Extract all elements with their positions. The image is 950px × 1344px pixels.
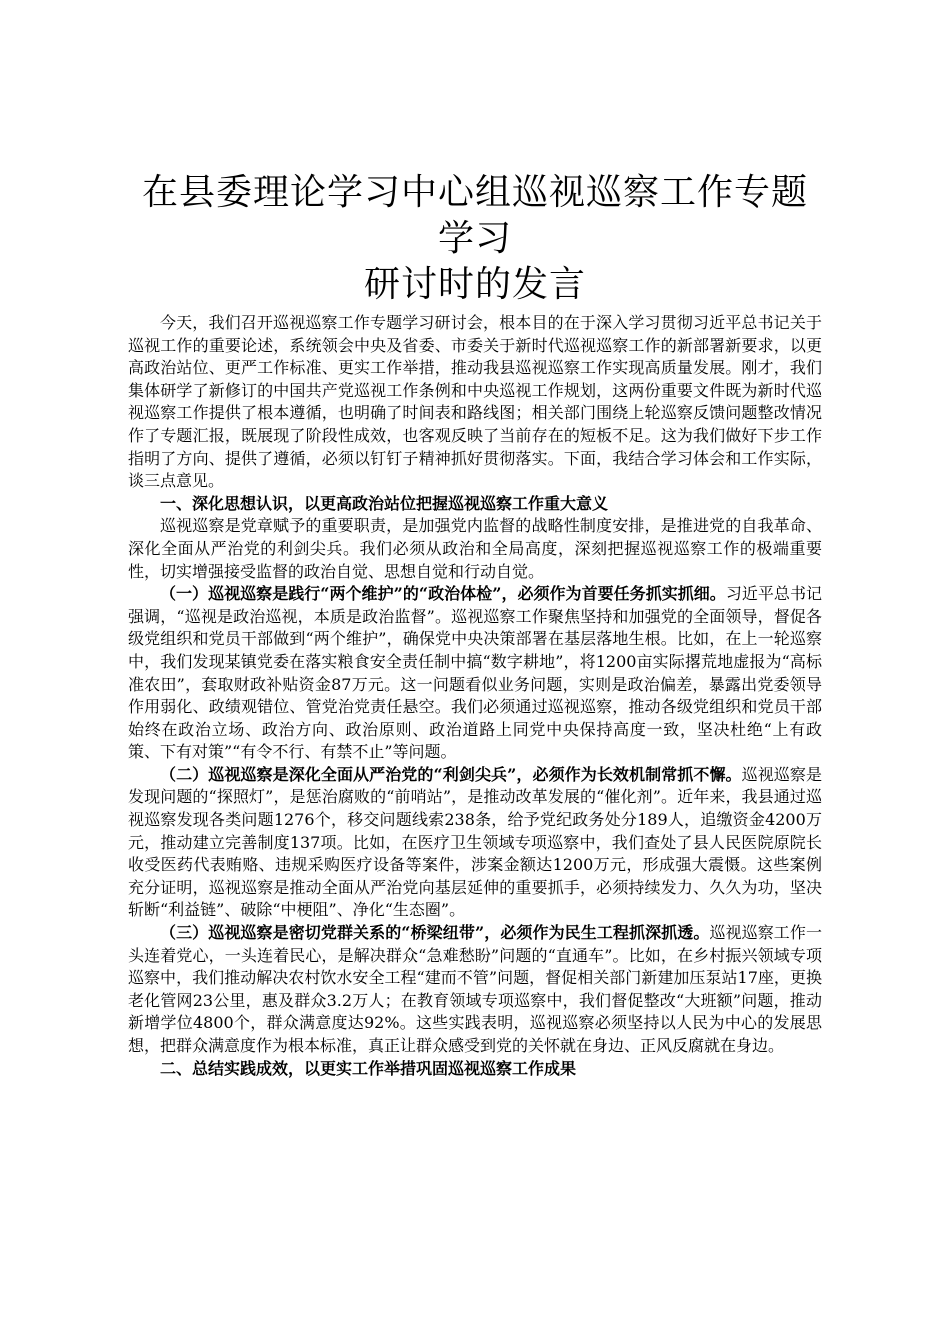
subsection-3-body: 巡视巡察工作一头连着党心，一头连着民心，是解决群众“急难愁盼”问题的“直通车”。比如，在乡村振兴领域专项巡察中，我们推动解决农村饮水安全工程“建而不管”问题，督促相关部门新建加压泵站17座，更换老化管网23公里，惠及群众3.2万人；在教育领域专项巡察中，我们督促整改“大班额”问题，推动新增学位4800个，群众满意度达92%。这些实践表明，巡视巡察必须坚持以人民为中心的发展思想，把群众满意度作为根本标准，真正让群众感受到党的关怀就在身边、正风反腐就在身边。 — [128, 923, 822, 1055]
subsection-3-lead: （三）巡视巡察是密切党群关系的“桥梁纽带”，必须作为民生工程抓深抓透。 — [160, 923, 710, 943]
subsection-1 — [128, 583, 822, 764]
section-1-intro: 巡视巡察是党章赋予的重要职责，是加强党内监督的战略性制度安排，是推进党的自我革命、深化全面从严治党的利剑尖兵。我们必须从政治和全局高度，深刻把握巡视巡察工作的极端重要性，切实增强接受监督的政治自觉、思想自觉和行动自觉。 — [128, 516, 822, 581]
document-page — [128, 170, 822, 1080]
title-line-2: 研讨时的发言 — [363, 264, 586, 305]
subsection-2-lead: （二）巡视巡察是深化全面从严治党的“利剑尖兵”，必须作为长效机制常抓不懈。 — [160, 764, 742, 784]
intro-paragraph: 今天，我们召开巡视巡察工作专题学习研讨会，根本目的在于深入学习贯彻习近平总书记关于巡视工作的重要论述，系统领会中央及省委、市委关于新时代巡视巡察工作的新部署新要求，以更高政治站位、更严工作标准、更实工作举措，推动我县巡视巡察工作实现高质量发展。刚才，我们集体研学了新修订的中国共产党巡视工作条例和中央巡视工作规划，这两份重要文件既为新时代巡视巡察工作提供了根本遵循，也明确了时间表和路线图；相关部门围绕上轮巡察反馈问题整改情况作了专题汇报，既展现了阶段性成效，也客观反映了当前存在的短板不足。这为我们做好下步工作指明了方向、提供了遵循，必须以钉钉子精神抓好贯彻落实。下面，我结合学习体会和工作实际，谈三点意见。 — [128, 313, 822, 491]
section-1-heading: 一、深化思想认识，以更高政治站位把握巡视巡察工作重大意义 — [160, 493, 609, 513]
subsection-1-body: 习近平总书记强调，“巡视是政治巡视，本质是政治监督”。巡视巡察工作聚焦坚持和加强党的全面领导，督促各级党组织和党员干部做到“两个维护”，确保党中央决策部署在基层落地生根。比如，在上一轮巡察中，我们发现某镇党委在落实粮食安全责任制中搞“数字耕地”，将1200亩实际撂荒地虚报为“高标准农田”，套取财政补贴资金87万元。这一问题看似业务问题，实则是政治偏差，暴露出党委领导作用弱化、政绩观错位、管党治党责任悬空。我们必须通过巡视巡察，推动各级党组织和党员干部始终在政治立场、政治方向、政治原则、政治道路上同党中央保持高度一致，坚决杜绝“上有政策、下有对策”“有令不行、有禁不止”等问题。 — [128, 584, 822, 762]
section-2-heading: 二、总结实践成效，以更实工作举措巩固巡视巡察工作成果 — [160, 1058, 577, 1078]
subsection-2-body: 巡视巡察是发现问题的“探照灯”，是惩治腐败的“前哨站”，是推动改革发展的“催化剂”。近年来，我县通过巡视巡察发现各类问题1276个，移交问题线索238条，给予党纪政务处分189人，追缴资金4200万元，推动建立完善制度137项。比如，在医疗卫生领域专项巡察中，我们查处了县人民医院原院长收受医药代表贿赂、违规采购医疗设备等案件，涉案金额达1200万元，形成强大震慑。这些案例充分证明，巡视巡察是推动全面从严治党向基层延伸的重要抓手，必须持续发力、久久为功，坚决斩断“利益链”、破除“中梗阻”、净化“生态圈”。 — [128, 764, 822, 920]
document-title — [128, 170, 822, 308]
subsection-3 — [128, 922, 822, 1058]
title-line-1: 在县委理论学习中心组巡视巡察工作专题学习 — [141, 172, 808, 259]
subsection-2 — [128, 764, 822, 922]
subsection-1-lead: （一）巡视巡察是践行“两个维护”的“政治体检”，必须作为首要任务抓实抓细。 — [160, 584, 726, 604]
